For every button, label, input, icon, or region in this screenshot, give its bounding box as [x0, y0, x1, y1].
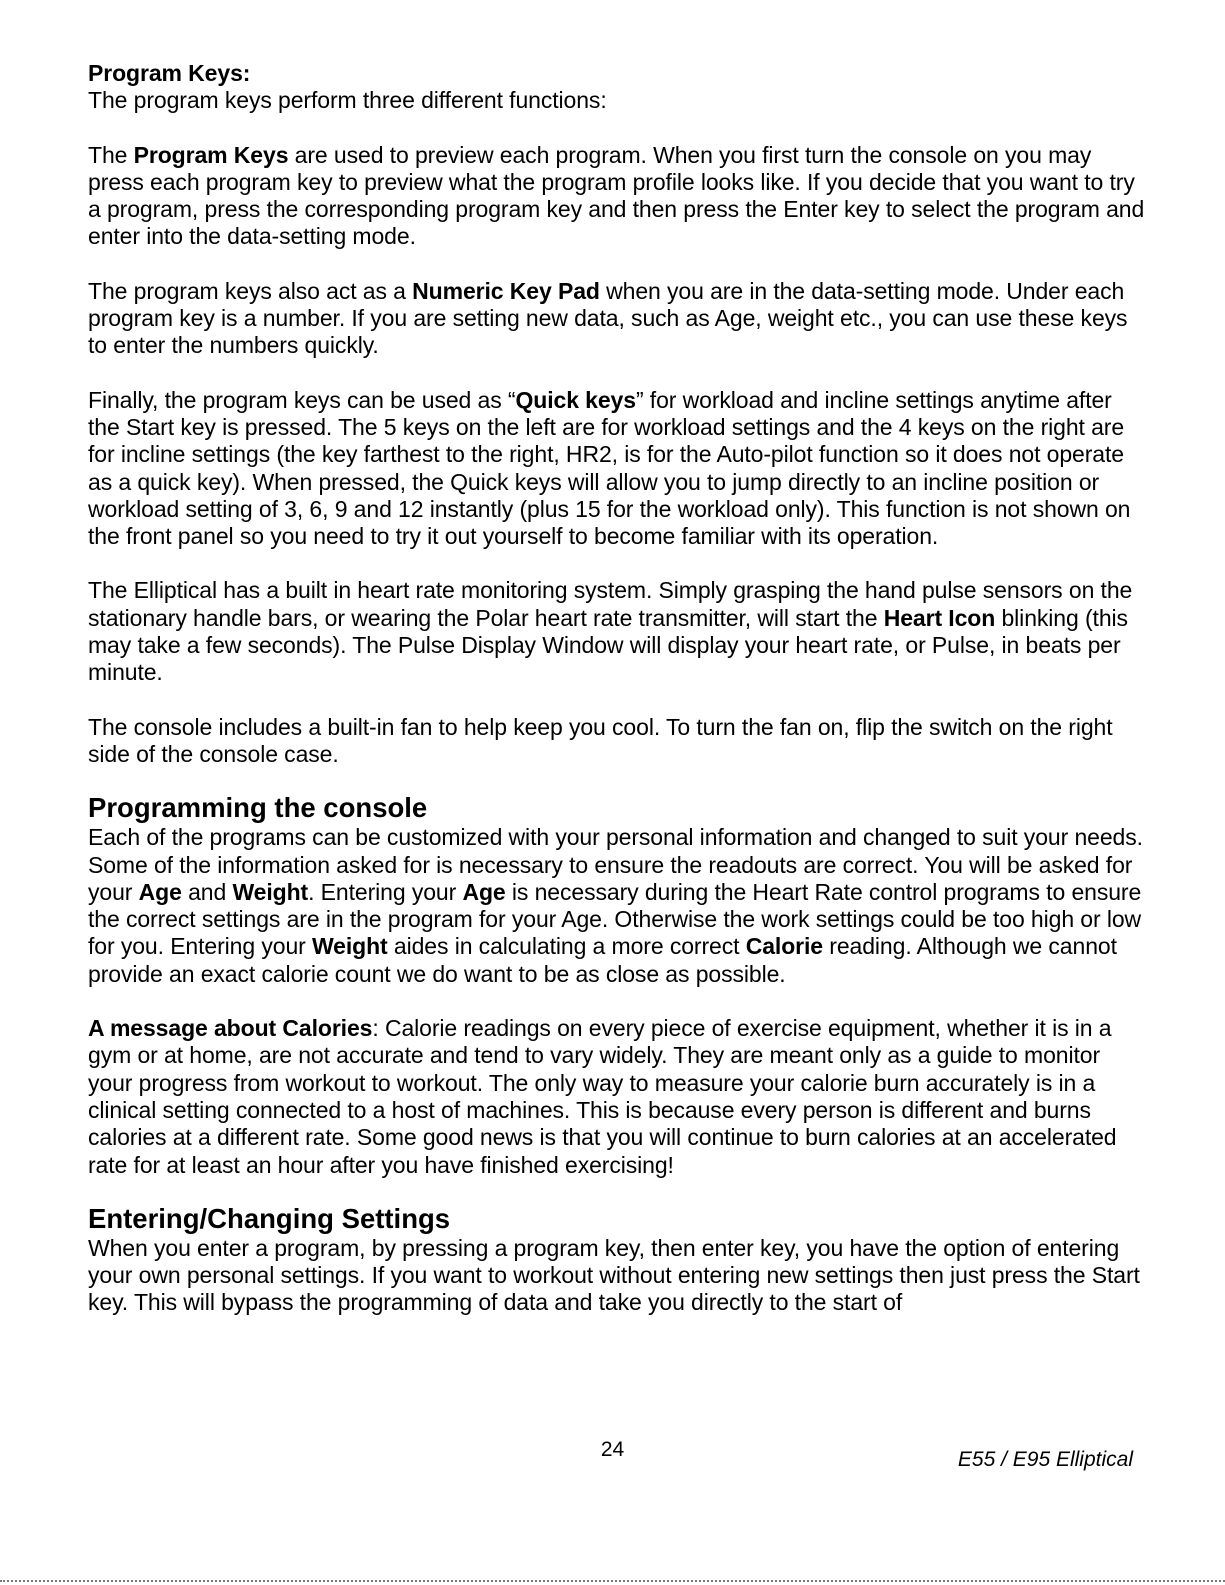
entering-heading: Entering/Changing Settings [88, 1202, 451, 1234]
scan-edge-divider [0, 1580, 1225, 1582]
program-keys-intro: The program keys perform three different functions: [88, 87, 607, 114]
programming-heading: Programming the console [88, 792, 428, 824]
fan-paragraph: The console includes a built-in fan to help keep you cool. To turn the fan on, flip the switch on the right side of the console case. [88, 713, 1113, 767]
page-number: 24 [600, 1438, 625, 1461]
entering-paragraph-1: When you enter a program, by pressing a program key, then enter key, you have the option of entering your own personal settings. If you want to workout without entering new settings then just press the Start key. This will bypass the programming of data and take you directly to the start of [88, 1234, 1140, 1316]
program-keys-paragraph-2: The program keys also act as a Numeric Key Pad when you are in the data-setting mode. Under each program key is a number. If you are setting new data, such as Age, weight etc., you can use these keys to enter the numbers quickly. [88, 277, 1128, 359]
program-keys-paragraph-3: Finally, the program keys can be used as “Quick keys” for workload and incline settings anytime after the Start key is pressed. The 5 keys on the left are for workload settings and the 4 keys on the right are for incline settings (the key farthest to the right, HR2, is for the Auto-pilot function so it does not operate as a quick key). When pressed, the Quick keys will allow you to jump directly to an incline position or workload setting of 3, 6, 9 and 12 instantly (plus 15 for the workload only). This function is not shown on the front panel so you need to try it out yourself to become familiar with its operation. [88, 386, 1131, 550]
program-keys-paragraph-1: The Program Keys are used to preview each program. When you first turn the console on you may press each program key to preview what the program profile looks like. If you decide that you want to try a program, press the corresponding program key and then press the Enter key to select the program and enter into the data-setting mode. [88, 141, 1145, 250]
page-content [88, 60, 1148, 1317]
programming-paragraph-1: Each of the programs can be customized with your personal information and changed to suit your needs. Some of the information asked for is necessary to ensure the readouts are correct. You will be asked for your Age and Weight. Entering your Age is necessary during the Heart Rate control programs to ensure the correct settings are in the program for your Age. Otherwise the work settings could be too high or low for you. Entering your Weight aides in calculating a more correct Calorie reading. Although we cannot provide an exact calorie count we do want to be as close as possible. [88, 824, 1143, 987]
heart-rate-paragraph: The Elliptical has a built in heart rate monitoring system. Simply grasping the hand pulse sensors on the stationary handle bars, or wearing the Polar heart rate transmitter, will start the Heart Icon blinking (this may take a few seconds). The Pulse Display Window will display your heart rate, or Pulse, in beats per minute. [88, 577, 1133, 686]
document-title: E55 / E95 Elliptical [957, 1448, 1133, 1471]
calories-paragraph: A message about Calories: Calorie readings on every piece of exercise equipment, whether it is in a gym or at home, are not accurate and tend to vary widely. They are meant only as a guide to monitor your progress from workout to workout. The only way to measure your calorie burn accurately is in a clinical setting connected to a host of machines. This is because every person is different and burns calories at a different rate. Some good news is that you will continue to burn calories at an accelerated rate for at least an hour after you have finished exercising! [88, 1015, 1117, 1178]
program-keys-title: Program Keys: [88, 60, 251, 86]
